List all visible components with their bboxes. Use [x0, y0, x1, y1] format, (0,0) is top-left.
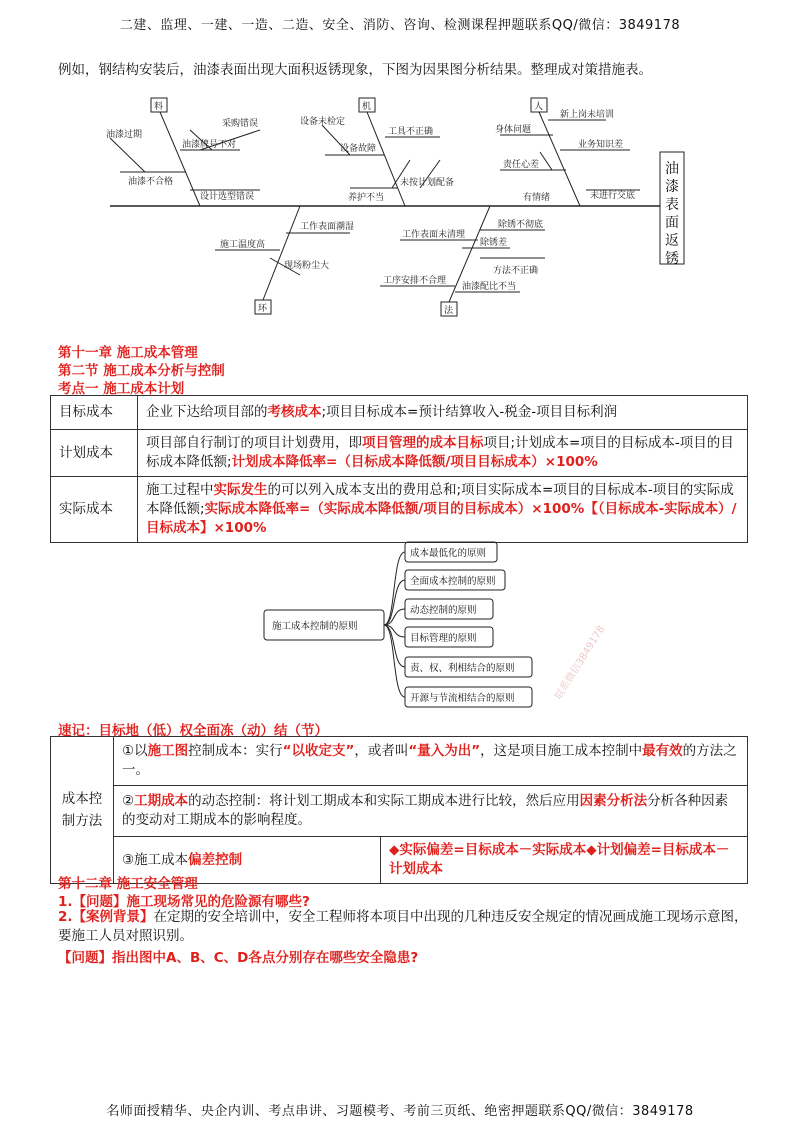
deviation-formula: ◆实际偏差=目标成本－实际成本◆计划偏差=目标成本－计划成本: [381, 837, 748, 884]
cause-label: 施工温度高: [220, 240, 266, 250]
table-row: [51, 786, 748, 837]
row-label: 实际成本: [51, 477, 138, 543]
fishbone-diagram: [0, 90, 800, 322]
control-table: [50, 736, 748, 884]
cause-label: 工作表面潮湿: [300, 222, 355, 232]
mindmap-item: 动态控制的原则: [410, 605, 477, 616]
mnemonic: 速记：目标地（低）权全面冻（动）结（节）: [58, 723, 328, 739]
cause-label: 工作表面未清理: [402, 230, 466, 240]
head-char: 锈: [665, 251, 679, 267]
cause-label: 采购错误: [222, 119, 259, 129]
cause-label: 油漆不合格: [128, 177, 174, 187]
cause-label: 新上岗未培训: [560, 110, 615, 120]
question-2: 【问题】指出图中A、B、C、D各点分别存在哪些安全隐患?: [58, 950, 419, 966]
cause-label: 除锈不彻底: [498, 220, 544, 230]
cause-label: 未进行交底: [590, 191, 636, 201]
head-char: 表: [665, 197, 679, 213]
row-label: 成本控制方法: [51, 737, 114, 884]
cause-label: 养护不当: [348, 193, 385, 203]
cause-label: 设备故障: [340, 144, 377, 154]
section-heading: 第二节 施工成本分析与控制: [58, 363, 225, 379]
table-row: [51, 477, 748, 543]
cause-label: 现场粉尘大: [284, 261, 330, 271]
cat-env: 环: [258, 304, 268, 314]
cat-person: 人: [534, 102, 544, 112]
cause-label: 油漆过期: [106, 130, 143, 140]
cause-label: 未按计划配备: [400, 178, 455, 188]
cause-label: 油漆配比不当: [462, 282, 517, 292]
cause-label: 身体问题: [495, 125, 532, 135]
page-footer: 名师面授精华、央企内训、考点串讲、习题模考、考前三页纸、绝密押题联系QQ/微信：3849178: [106, 1104, 694, 1119]
chapter-heading: 第十二章 施工安全管理: [58, 876, 198, 892]
mindmap-item: 开源与节流相结合的原则: [410, 693, 515, 704]
row-content: 施工过程中实际发生的可以列入成本支出的费用总和;项目实际成本=项目的目标成本-项目的实际成本降低额;实际成本降低率=（实际成本降低额/项目的目标成本）×100%【（目标成本-实际成本）/目标成本】×100%: [138, 477, 748, 543]
cause-label: 设计选型错误: [200, 192, 255, 202]
mindmap-item: 成本最低化的原则: [410, 548, 487, 559]
head-char: 面: [665, 215, 679, 231]
mindmap-item: 责、权、利相结合的原则: [410, 663, 515, 674]
chapter-heading: 第十一章 施工成本管理: [58, 345, 198, 361]
point-heading: 考点一 施工成本计划: [58, 381, 185, 397]
cause-label: 除锈差: [480, 238, 508, 248]
cat-method: 法: [444, 306, 454, 316]
head-char: 漆: [665, 179, 679, 195]
row-label: 计划成本: [51, 430, 138, 477]
cause-label: 工具不正确: [388, 127, 434, 137]
watermark-text: 联系微信3849178: [553, 624, 608, 702]
table-row: [51, 430, 748, 477]
cost-table: [50, 395, 748, 543]
head-char: 油: [665, 161, 679, 177]
mindmap-item: 全面成本控制的原则: [410, 576, 496, 587]
cause-label: 方法不正确: [493, 266, 539, 276]
table-row: [51, 737, 748, 786]
intro-text: 例如，钢结构安装后，油漆表面出现大面积返锈现象，下图为因果图分析结果。整理成对策措施表。: [58, 62, 652, 78]
head-char: 返: [665, 233, 679, 249]
question-1: 1.【问题】施工现场常见的危险源有哪些?: [58, 894, 310, 910]
page-header: 二建、监理、一建、一造、二造、安全、消防、咨询、检测课程押题联系QQ/微信：3849178: [119, 18, 681, 33]
table-row: [51, 396, 748, 430]
cause-label: 有情绪: [523, 193, 551, 203]
cause-label: 业务知识差: [578, 140, 624, 150]
cause-label: 设备未检定: [300, 117, 346, 127]
cat-material: 料: [154, 102, 164, 112]
case-background: 2.【案例背景】在定期的安全培训中，安全工程师将本项目中出现的几种违反安全规定的情况画成施工现场示意图，要施工人员对照识别。: [58, 909, 748, 944]
row-content: 项目部自行制订的项目计划费用，即项目管理的成本目标项目;计划成本=项目的目标成本-项目的目标成本降低额;计划成本降低率=（目标成本降低额/项目目标成本）×100%: [138, 430, 748, 477]
row-content: 企业下达给项目部的考核成本;项目目标成本=预计结算收入-税金-项目目标利润: [138, 396, 748, 430]
cause-label: 油漆牌号不对: [182, 140, 237, 150]
mindmap-center: 施工成本控制的原则: [272, 621, 358, 632]
cause-label: 责任心差: [503, 160, 540, 170]
cause-label: 工序安排不合理: [383, 276, 447, 286]
row-content: ①以施工图控制成本：实行“以收定支”，或者叫“量入为出”，这是项目施工成本控制中最有效的方法之一。: [114, 737, 748, 786]
cat-machine: 机: [362, 102, 372, 112]
mindmap: [0, 540, 800, 715]
row-content: ②工期成本的动态控制：将计划工期成本和实际工期成本进行比较，然后应用因素分析法分析各种因素的变动对工期成本的影响程度。: [114, 786, 748, 837]
row-content: ③施工成本偏差控制: [114, 837, 381, 884]
row-label: 目标成本: [51, 396, 138, 430]
mindmap-item: 目标管理的原则: [410, 633, 477, 644]
